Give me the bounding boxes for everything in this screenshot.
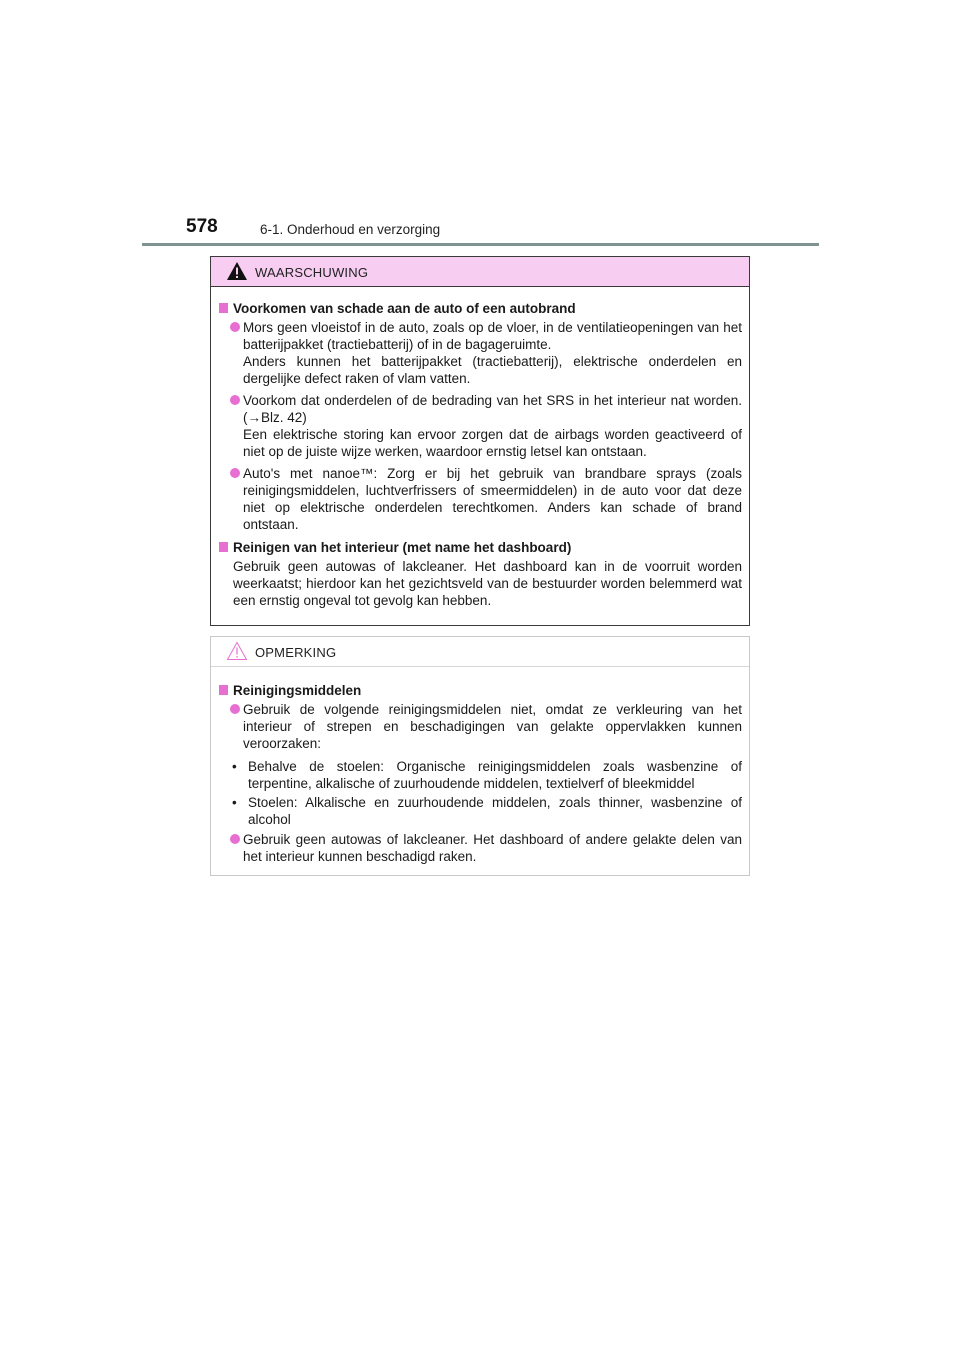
square-bullet-icon bbox=[219, 685, 228, 695]
warning-triangle-icon bbox=[226, 261, 248, 286]
notice-box bbox=[210, 636, 750, 876]
list-item bbox=[218, 701, 742, 752]
section-heading bbox=[218, 682, 742, 699]
paragraph: Gebruik de volgende reinigingsmiddelen niet, omdat ze verkleuring van het interieur of strepen en beschadigingen van gelakte oppervlakken kunnen veroorzaken: bbox=[243, 702, 742, 751]
warning-box bbox=[210, 256, 750, 626]
round-bullet-icon bbox=[230, 395, 240, 405]
header-rule bbox=[142, 243, 819, 246]
sub-bullet-mark: • bbox=[232, 759, 237, 774]
paragraph: Voorkom dat onderdelen of de bedrading van het SRS in het interieur nat worden. (→Blz. 42) bbox=[243, 393, 742, 425]
sub-list-item bbox=[228, 794, 742, 828]
round-bullet-icon bbox=[230, 704, 240, 714]
paragraph: Een elektrische storing kan ervoor zorgen dat de airbags worden geactiveerd of niet op de juiste wijze werken, waardoor ernstig letsel kan ontstaan. bbox=[243, 427, 742, 459]
heading-text: Reinigingsmiddelen bbox=[233, 683, 362, 698]
section-heading bbox=[218, 300, 742, 317]
paragraph: Gebruik geen autowas of lakcleaner. Het dashboard kan in de voorruit worden weerkaatst; hierdoor kan het gezichtsveld van de bestuurder worden belemmerd wat een ernstig ongeval tot gevolg kan hebben. bbox=[233, 559, 742, 608]
square-bullet-icon bbox=[219, 542, 228, 552]
list-item bbox=[218, 319, 742, 387]
heading-text: Voorkomen van schade aan de auto of een autobrand bbox=[233, 301, 576, 316]
notice-header bbox=[211, 637, 749, 667]
caution-triangle-outline-icon bbox=[226, 641, 248, 666]
warning-header bbox=[211, 257, 749, 287]
paragraph: Gebruik geen autowas of lakcleaner. Het dashboard of andere gelakte delen van het interieur kunnen beschadigd raken. bbox=[243, 832, 742, 864]
sub-list-item bbox=[228, 758, 742, 792]
round-bullet-icon bbox=[230, 468, 240, 478]
warning-body bbox=[211, 287, 749, 609]
paragraph: Mors geen vloeistof in de auto, zoals op de vloer, in de ventilatieopeningen van het batterijpakket (tractiebatterij) of in de bagageruimte. bbox=[243, 320, 742, 352]
warning-title: WAARSCHUWING bbox=[255, 265, 369, 280]
sub-item-text: Stoelen: Alkalische en zuurhoudende middelen, zoals thinner, wasbenzine of alcohol bbox=[248, 795, 742, 827]
notice-body bbox=[211, 667, 749, 865]
round-bullet-icon bbox=[230, 322, 240, 332]
sub-bullet-mark: • bbox=[232, 795, 237, 810]
list-item bbox=[218, 465, 742, 533]
section-title: 6-1. Onderhoud en verzorging bbox=[260, 222, 441, 237]
sub-item-text: Behalve de stoelen: Organische reinigingsmiddelen zoals wasbenzine of terpentine, alkalische of zuurhoudende middelen, textielverf of bleekmiddel bbox=[248, 759, 742, 791]
page-number: 578 bbox=[186, 216, 218, 237]
section-heading bbox=[218, 539, 742, 556]
heading-text: Reinigen van het interieur (met name het dashboard) bbox=[233, 540, 572, 555]
round-bullet-icon bbox=[230, 834, 240, 844]
list-item bbox=[218, 392, 742, 460]
paragraph: Auto's met nanoe™: Zorg er bij het gebruik van brandbare sprays (zoals reinigingsmiddelen, luchtverfrissers of smeermiddelen) in de auto voor dat deze niet op elektrische onderdelen terechtkomen. Anders kan schade of brand ontstaan. bbox=[243, 466, 742, 532]
paragraph: Anders kunnen het batterijpakket (tractiebatterij), elektrische onderdelen en dergelijke defect raken of vlam vatten. bbox=[243, 354, 742, 386]
notice-title: OPMERKING bbox=[255, 645, 337, 660]
square-bullet-icon bbox=[219, 303, 228, 313]
sub-list bbox=[218, 758, 742, 828]
list-item bbox=[218, 831, 742, 865]
